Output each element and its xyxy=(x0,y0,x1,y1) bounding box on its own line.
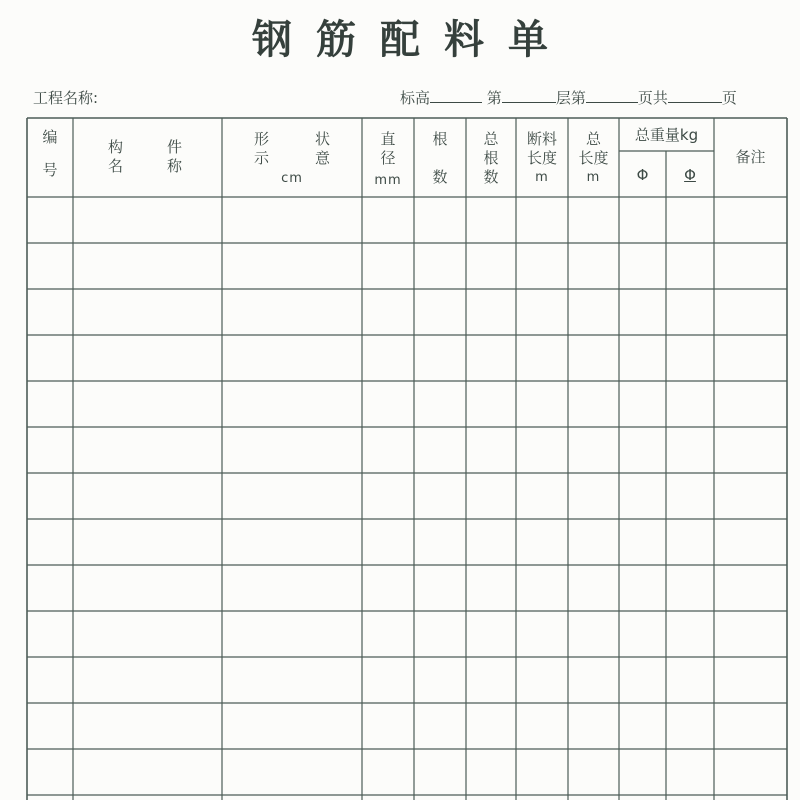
cell-count[interactable] xyxy=(414,335,466,380)
header-number-char: 号 xyxy=(42,161,58,179)
cell-total-length[interactable] xyxy=(568,335,619,380)
cell-total-length[interactable] xyxy=(568,289,619,334)
cell-weight-phi[interactable] xyxy=(619,197,666,242)
cell-component-name[interactable] xyxy=(73,243,222,288)
header-shape-sketch xyxy=(248,130,336,188)
cell-total-count[interactable] xyxy=(466,243,516,288)
table-row xyxy=(27,565,787,610)
cell-cut-length[interactable] xyxy=(516,611,568,656)
elevation-label: 标高 xyxy=(400,89,431,107)
cell-cut-length[interactable] xyxy=(516,519,568,564)
cell-number[interactable] xyxy=(27,335,73,380)
cell-total-count[interactable] xyxy=(466,335,516,380)
cell-weight-phi-underlined[interactable] xyxy=(666,657,714,702)
cell-total-length[interactable] xyxy=(568,703,619,748)
header-count xyxy=(414,130,466,187)
cell-count[interactable] xyxy=(414,427,466,472)
table-row xyxy=(27,243,787,288)
page-label: 页共 xyxy=(637,89,668,107)
cell-cut-length[interactable] xyxy=(516,749,568,794)
cell-component-name[interactable] xyxy=(73,703,222,748)
cell-remarks[interactable] xyxy=(714,427,787,472)
cell-diameter[interactable] xyxy=(362,749,414,794)
cell-diameter[interactable] xyxy=(362,381,414,426)
cell-number[interactable] xyxy=(27,243,73,288)
header-cut-length-line: 长度 xyxy=(526,149,557,167)
header-component-char: 称 xyxy=(166,157,182,175)
header-total-length xyxy=(568,130,619,187)
cell-total-count[interactable] xyxy=(466,703,516,748)
cell-cut-length[interactable] xyxy=(516,197,568,242)
cell-weight-phi[interactable] xyxy=(619,473,666,518)
header-shape-char: 状 xyxy=(314,130,330,148)
cell-weight-phi[interactable] xyxy=(619,243,666,288)
header-total-count-char: 总 xyxy=(483,130,499,148)
cell-number[interactable] xyxy=(27,611,73,656)
cell-shape-sketch[interactable] xyxy=(222,335,362,380)
header-number xyxy=(27,128,73,180)
cell-count[interactable] xyxy=(414,565,466,610)
cell-weight-phi[interactable] xyxy=(619,289,666,334)
cell-cut-length[interactable] xyxy=(516,657,568,702)
cell-total-length[interactable] xyxy=(568,427,619,472)
cell-diameter[interactable] xyxy=(362,611,414,656)
cell-component-name[interactable] xyxy=(73,565,222,610)
header-total-weight: 总重量kg xyxy=(634,126,699,144)
table-row xyxy=(27,657,787,702)
cell-weight-phi[interactable] xyxy=(619,427,666,472)
header-diameter-unit: mm xyxy=(374,173,402,188)
header-count-char: 根 xyxy=(432,130,448,148)
header-shape-unit: cm xyxy=(281,171,303,186)
cell-weight-phi[interactable] xyxy=(619,335,666,380)
cell-cut-length[interactable] xyxy=(516,381,568,426)
cell-remarks[interactable] xyxy=(714,289,787,334)
cell-total-length[interactable] xyxy=(568,749,619,794)
table-row xyxy=(27,473,787,518)
cell-remarks[interactable] xyxy=(714,657,787,702)
cell-shape-sketch[interactable] xyxy=(222,381,362,426)
cell-total-count[interactable] xyxy=(466,381,516,426)
cell-diameter[interactable] xyxy=(362,427,414,472)
cell-diameter[interactable] xyxy=(362,335,414,380)
cell-weight-phi[interactable] xyxy=(619,381,666,426)
cell-count[interactable] xyxy=(414,611,466,656)
cell-component-name[interactable] xyxy=(73,197,222,242)
cell-remarks[interactable] xyxy=(714,565,787,610)
cell-weight-phi-underlined[interactable] xyxy=(666,243,714,288)
cell-weight-phi[interactable] xyxy=(619,519,666,564)
cell-weight-phi-underlined[interactable] xyxy=(666,565,714,610)
cell-component-name[interactable] xyxy=(73,657,222,702)
cell-total-length[interactable] xyxy=(568,611,619,656)
cell-shape-sketch[interactable] xyxy=(222,565,362,610)
header-count-char: 数 xyxy=(432,168,448,186)
cell-shape-sketch[interactable] xyxy=(222,749,362,794)
cell-count[interactable] xyxy=(414,473,466,518)
header-diameter-char: 直 xyxy=(380,130,396,148)
cell-total-length[interactable] xyxy=(568,565,619,610)
cell-cut-length[interactable] xyxy=(516,473,568,518)
floor-field[interactable] xyxy=(502,88,556,103)
cell-weight-phi-underlined[interactable] xyxy=(666,473,714,518)
cell-component-name[interactable] xyxy=(73,381,222,426)
header-component-char: 构 xyxy=(108,138,124,156)
header-total-length-line: 长度 xyxy=(578,149,609,167)
cell-cut-length[interactable] xyxy=(516,427,568,472)
cell-total-count[interactable] xyxy=(466,749,516,794)
cell-remarks[interactable] xyxy=(714,519,787,564)
cell-shape-sketch[interactable] xyxy=(222,427,362,472)
table-row xyxy=(27,427,787,472)
table-row xyxy=(27,289,787,334)
table-row xyxy=(27,611,787,656)
cell-weight-phi-underlined[interactable] xyxy=(666,427,714,472)
cell-component-name[interactable] xyxy=(73,427,222,472)
header-remarks: 备注 xyxy=(735,148,766,166)
cell-number[interactable] xyxy=(27,565,73,610)
cell-number[interactable] xyxy=(27,197,73,242)
header-total-length-line: 总 xyxy=(585,130,601,148)
cell-diameter[interactable] xyxy=(362,703,414,748)
table-row xyxy=(27,749,787,794)
page-total-unit: 页 xyxy=(721,89,737,107)
cell-count[interactable] xyxy=(414,243,466,288)
cell-count[interactable] xyxy=(414,703,466,748)
page-number-field[interactable] xyxy=(586,88,638,103)
cell-shape-sketch[interactable] xyxy=(222,657,362,702)
cell-weight-phi-underlined[interactable] xyxy=(666,611,714,656)
cell-total-length[interactable] xyxy=(568,657,619,702)
cell-total-length[interactable] xyxy=(568,243,619,288)
cell-count[interactable] xyxy=(414,289,466,334)
cell-number[interactable] xyxy=(27,657,73,702)
cell-number[interactable] xyxy=(27,381,73,426)
cell-count[interactable] xyxy=(414,381,466,426)
cell-weight-phi-underlined[interactable] xyxy=(666,197,714,242)
cell-number[interactable] xyxy=(27,519,73,564)
cell-remarks[interactable] xyxy=(714,197,787,242)
cell-shape-sketch[interactable] xyxy=(222,703,362,748)
cell-remarks[interactable] xyxy=(714,749,787,794)
cell-component-name[interactable] xyxy=(73,289,222,334)
form-title xyxy=(0,6,800,66)
elevation-field[interactable] xyxy=(430,88,482,103)
cell-weight-phi-underlined[interactable] xyxy=(666,335,714,380)
cell-cut-length[interactable] xyxy=(516,243,568,288)
cell-number[interactable] xyxy=(27,703,73,748)
header-number-char: 编 xyxy=(42,128,58,146)
cell-total-length[interactable] xyxy=(568,473,619,518)
cell-component-name[interactable] xyxy=(73,519,222,564)
header-total-count-char: 数 xyxy=(483,168,499,186)
cell-total-count[interactable] xyxy=(466,657,516,702)
cell-cut-length[interactable] xyxy=(516,335,568,380)
cell-total-count[interactable] xyxy=(466,427,516,472)
cell-total-count[interactable] xyxy=(466,197,516,242)
header-diameter-char: 径 xyxy=(380,149,396,167)
cell-total-count[interactable] xyxy=(466,565,516,610)
cell-diameter[interactable] xyxy=(362,519,414,564)
cell-shape-sketch[interactable] xyxy=(222,289,362,334)
table-row xyxy=(27,519,787,564)
cell-shape-sketch[interactable] xyxy=(222,473,362,518)
table-row xyxy=(27,335,787,380)
header-diameter xyxy=(362,130,414,190)
cell-weight-phi-underlined[interactable] xyxy=(666,519,714,564)
cell-count[interactable] xyxy=(414,519,466,564)
title-char: 料 xyxy=(444,15,484,63)
cell-component-name[interactable] xyxy=(73,749,222,794)
header-shape-char: 示 xyxy=(254,149,270,167)
cell-weight-phi[interactable] xyxy=(619,657,666,702)
cell-total-count[interactable] xyxy=(466,289,516,334)
cell-remarks[interactable] xyxy=(714,381,787,426)
cell-diameter[interactable] xyxy=(362,243,414,288)
cell-component-name[interactable] xyxy=(73,473,222,518)
cell-shape-sketch[interactable] xyxy=(222,611,362,656)
header-cut-length-unit: m xyxy=(535,170,549,185)
header-shape-char: 意 xyxy=(314,149,330,167)
cell-weight-phi-underlined[interactable] xyxy=(666,381,714,426)
cell-weight-phi-underlined[interactable] xyxy=(666,703,714,748)
header-total-count-char: 根 xyxy=(483,149,499,167)
cell-remarks[interactable] xyxy=(714,335,787,380)
title-char: 单 xyxy=(508,15,548,63)
floor-label: 第 xyxy=(486,89,502,107)
header-phi-plain: Φ xyxy=(636,166,649,184)
cell-cut-length[interactable] xyxy=(516,703,568,748)
header-total-count xyxy=(466,130,516,187)
cell-count[interactable] xyxy=(414,657,466,702)
cell-total-length[interactable] xyxy=(568,519,619,564)
page-info xyxy=(400,88,737,108)
header-component-name xyxy=(100,138,190,176)
cell-weight-phi-underlined[interactable] xyxy=(666,289,714,334)
header-component-char: 名 xyxy=(108,157,124,175)
table-row xyxy=(27,703,787,748)
cell-total-count[interactable] xyxy=(466,611,516,656)
cell-diameter[interactable] xyxy=(362,289,414,334)
cell-weight-phi[interactable] xyxy=(619,565,666,610)
floor-unit-label: 层第 xyxy=(555,89,586,107)
cell-remarks[interactable] xyxy=(714,611,787,656)
cell-diameter[interactable] xyxy=(362,473,414,518)
cell-number[interactable] xyxy=(27,473,73,518)
cell-count[interactable] xyxy=(414,749,466,794)
table-row xyxy=(27,197,787,242)
cell-shape-sketch[interactable] xyxy=(222,243,362,288)
project-name-label: 工程名称: xyxy=(33,89,99,107)
cell-number[interactable] xyxy=(27,749,73,794)
page-total-field[interactable] xyxy=(668,88,722,103)
cell-remarks[interactable] xyxy=(714,703,787,748)
cell-total-count[interactable] xyxy=(466,473,516,518)
cell-remarks[interactable] xyxy=(714,243,787,288)
header-cut-length-line: 断料 xyxy=(526,130,557,148)
cell-count[interactable] xyxy=(414,197,466,242)
table-row xyxy=(27,381,787,426)
header-total-length-unit: m xyxy=(586,170,601,185)
cell-weight-phi-underlined[interactable] xyxy=(666,749,714,794)
title-char: 钢 xyxy=(252,15,292,63)
cell-diameter[interactable] xyxy=(362,657,414,702)
cell-weight-phi[interactable] xyxy=(619,749,666,794)
title-char: 筋 xyxy=(316,15,356,63)
cell-remarks[interactable] xyxy=(714,473,787,518)
cell-total-count[interactable] xyxy=(466,519,516,564)
cell-shape-sketch[interactable] xyxy=(222,519,362,564)
cell-number[interactable] xyxy=(27,427,73,472)
cell-weight-phi[interactable] xyxy=(619,611,666,656)
cell-cut-length[interactable] xyxy=(516,289,568,334)
cell-number[interactable] xyxy=(27,289,73,334)
cell-diameter[interactable] xyxy=(362,197,414,242)
header-phi-underlined: Φ xyxy=(684,166,696,184)
cell-component-name[interactable] xyxy=(73,611,222,656)
cell-shape-sketch[interactable] xyxy=(222,197,362,242)
cell-weight-phi[interactable] xyxy=(619,703,666,748)
header-component-char: 件 xyxy=(166,138,182,156)
cell-diameter[interactable] xyxy=(362,565,414,610)
header-shape-char: 形 xyxy=(254,130,270,148)
header-cut-length xyxy=(516,130,568,187)
cell-total-length[interactable] xyxy=(568,381,619,426)
cell-component-name[interactable] xyxy=(73,335,222,380)
cell-total-length[interactable] xyxy=(568,197,619,242)
title-char: 配 xyxy=(380,15,420,63)
cell-cut-length[interactable] xyxy=(516,565,568,610)
